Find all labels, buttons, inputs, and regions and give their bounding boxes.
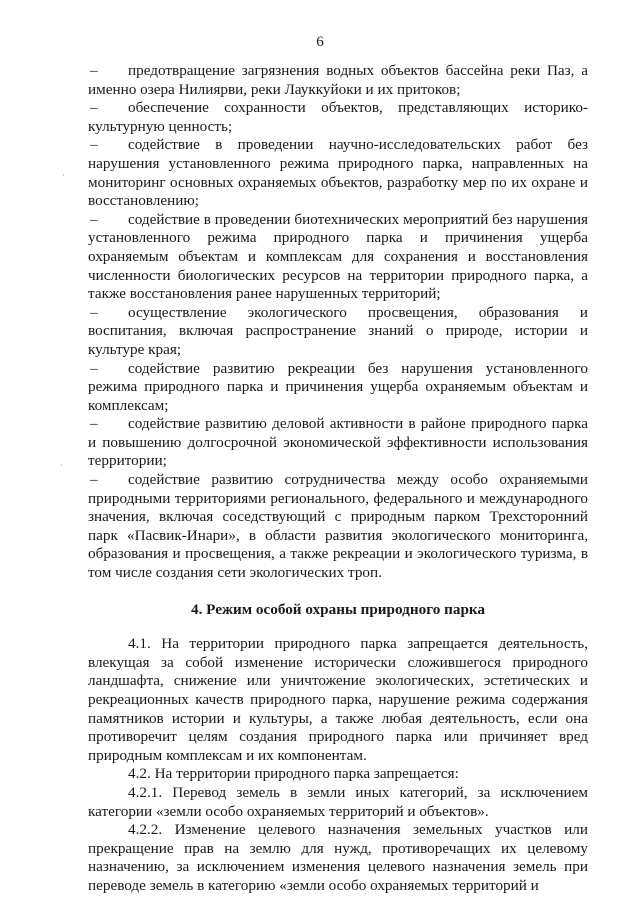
dash-marker: –: [90, 136, 98, 154]
list-item: – содействие в проведении биотехнических мероприятий без нарушения установленного режима природного парка и причинения ущерба охраняемым объектам и комплексам для сохранения и восстановления численности биологических ресурсов на территории природного парка, а также восстановления ранее нарушенных территорий;: [88, 210, 588, 303]
margin-mark: ·: [62, 171, 65, 180]
list-item: – обеспечение сохранности объектов, представляющих историко-культурную ценность;: [88, 99, 588, 135]
paragraph: 4.2.2. Изменение целевого назначения земельных участков или прекращение прав на землю для нужд, противоречащих их целевому назначению, за исключением изменения целевого назначения земель при переводе земель в категорию «земли особо охраняемых территорий и: [88, 821, 588, 894]
dash-marker: –: [90, 62, 98, 79]
list-item: – содействие развитию рекреации без нарушения установленного режима природного парка и причинения ущерба охраняемым объектам и комплексам;: [88, 359, 588, 414]
page-number: 6: [316, 34, 324, 50]
dash-marker: –: [90, 210, 98, 228]
document-body: [88, 62, 588, 896]
dash-marker: –: [90, 415, 98, 433]
dash-marker: –: [90, 99, 98, 117]
list-item: – содействие в проведении научно-исследовательских работ без нарушения установленного режима природного парка, направленных на мониторинг основных охраняемых объектов, разработку мер по их охране и восстановлению;: [88, 136, 588, 210]
paragraph: 4.2. На территории природного парка запрещается:: [128, 765, 459, 783]
margin-mark: ·: [60, 461, 63, 470]
dash-marker: –: [90, 359, 98, 377]
paragraph: 4.2.1. Перевод земель в земли иных категорий, за исключением категории «земли особо охраняемых территорий и объектов».: [88, 783, 588, 820]
goals-list: [88, 62, 588, 583]
section-heading: 4. Режим особой охраны природного парка: [190, 600, 486, 618]
list-item: – содействие развитию деловой активности в районе природного парка и повышению долгосрочной экономической эффективности использования территории;: [88, 415, 588, 470]
list-item: – осуществление экологического просвещения, образования и воспитания, включая распространение знаний о природе, истории и культуре края;: [88, 303, 588, 358]
dash-marker: –: [90, 303, 98, 321]
list-item: – содействие развитию сотрудничества между особо охраняемыми природными территориями регионального, федерального и международного значения, включая соседствующий с природным парком Трехсторонний парк «Пасвик-Инари», в области развития экологического мониторинга, образования и просвещения, а также рекреации и экологического туризма, в том числе создания сети экологических троп.: [88, 471, 588, 582]
dash-marker: –: [90, 471, 98, 489]
list-item: – предотвращение загрязнения водных объектов бассейна реки Паз, а именно озера Нилиярви, реки Лауккуйоки и их притоков;: [88, 62, 588, 98]
paragraph: 4.1. На территории природного парка запрещается деятельность, влекущая за собой изменение исторически сложившегося природного ландшафта, снижение или уничтожение экологических, эстетических и рекреационных качеств природного парка, нарушение режима содержания памятников истории и культуры, а также любая деятельность, если она противоречит целям создания природного парка или причиняет вред природным комплексам и их компонентам.: [88, 635, 588, 764]
